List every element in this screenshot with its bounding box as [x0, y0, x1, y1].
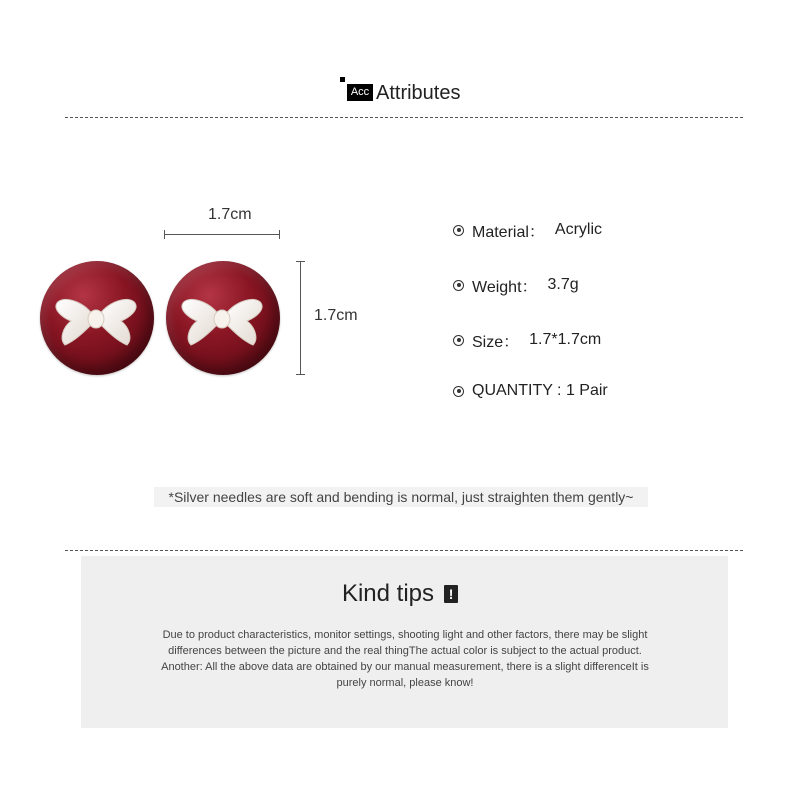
- bullet-icon: [453, 225, 464, 236]
- attribute-value: Acrylic: [554, 221, 603, 238]
- attribute-label: Material：: [472, 223, 545, 241]
- bullet-icon: [453, 280, 464, 291]
- header-dot: [340, 77, 345, 82]
- tips-line: Another: All the above data are obtained by our manual measurement, there is a slight differenceIt is: [161, 661, 649, 673]
- attribute-value: 1.7*1.7cm: [529, 331, 602, 348]
- tips-line: Due to product characteristics, monitor settings, shooting light and other factors, there may be slight: [162, 629, 648, 641]
- attribute-material: [453, 218, 602, 242]
- attribute-weight: [453, 273, 579, 297]
- tips-body: [118, 627, 692, 691]
- tips-line: differences between the picture and the real thingThe actual color is subject to the actual product.: [168, 645, 642, 657]
- height-dimension-line: [300, 261, 301, 375]
- bullet-icon: [453, 386, 464, 397]
- attribute-quantity: [453, 379, 618, 403]
- page-title: Attributes: [376, 82, 461, 104]
- width-dimension-line: [164, 234, 280, 235]
- divider-bottom: [65, 550, 743, 551]
- care-note: *Silver needles are soft and bending is normal, just straighten them gently~: [154, 487, 648, 507]
- attribute-label: QUANTITY : 1 Pair: [472, 382, 608, 399]
- divider-top: [65, 117, 743, 118]
- bow-icon: [53, 291, 139, 347]
- tips-line: purely normal, please know!: [336, 677, 474, 689]
- earring-left-image: [40, 261, 154, 375]
- height-label: 1.7cm: [314, 307, 358, 324]
- attribute-label: Size：: [472, 333, 520, 351]
- bullet-icon: [453, 335, 464, 346]
- tips-title: Kind tips: [341, 580, 435, 607]
- attribute-size: [453, 328, 601, 352]
- width-label: 1.7cm: [208, 206, 252, 223]
- earring-right-image: [166, 261, 280, 375]
- bow-icon: [179, 291, 265, 347]
- exclamation-icon: !: [444, 585, 458, 603]
- attribute-value: 3.7g: [547, 276, 579, 293]
- header-badge: Acc: [347, 84, 373, 101]
- attribute-label: Weight：: [472, 278, 538, 296]
- tips-heading: [0, 580, 800, 608]
